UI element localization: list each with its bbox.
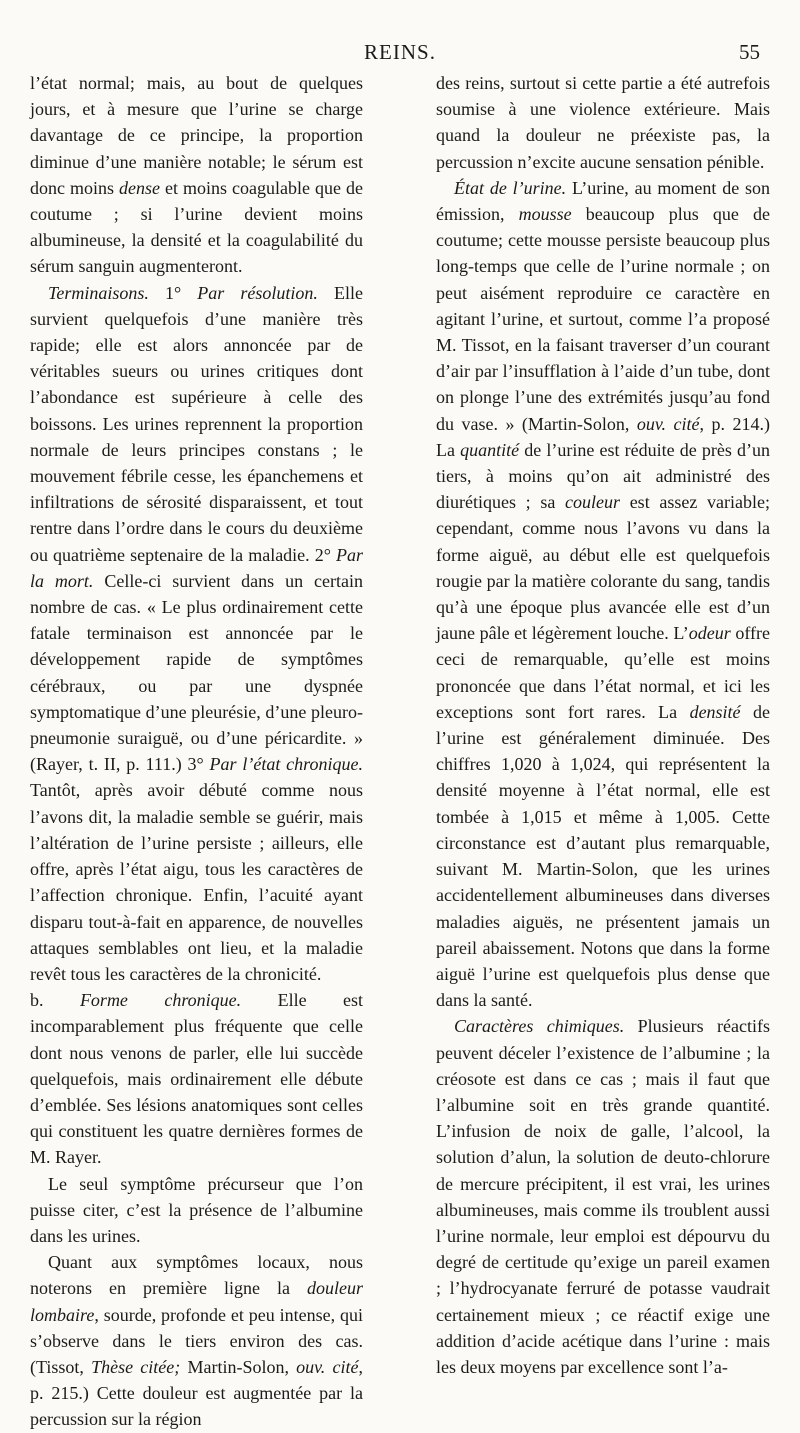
right-column xyxy=(436,70,770,1380)
paragraph: l’état normal; mais, au bout de quelques jours, et à mesure que l’urine se charge davantage de ce principe, la proportion diminue d’une manière notable; le sérum est donc moins dense et moins coagulable que de coutume ; si l’urine devient moins albumineuse, la densité et la coagulabilité du sérum sanguin augmenteront. xyxy=(30,73,364,277)
paragraph-symptomes-locaux: Quant aux symptômes locaux, nous noterons en première ligne la douleur lombaire, sourde, profonde et peu intense, qui s’observe dans le tiers environ des cas. (Tissot, Thèse citée; Martin-Solon, ouv. cité, p. 215.) Cette douleur est augmentée par la percussion sur la région xyxy=(30,1252,363,1430)
paragraph-etat-urine: État de l’urine. L’urine, au moment de son émission, mousse beaucoup plus que de coutume; cette mousse persiste beaucoup plus long-temps que celle de l’urine normale ; on peut aisément reproduire ce caractère en agitant l’urine, et surtout, comme l’a proposé M. Tissot, en la faisant traverser d’un courant d’air par l’insufflation à l’aide d’un tube, dont on plonge l’une des extrémités jusqu’au fond du vase. » (Martin-Solon, ouv. cité, p. 214.) La quantité de l’urine est réduite de près d’un tiers, à moins qu’on ait administré des diurétiques ; sa couleur est assez variable; cependant, comme nous l’avons vu dans la forme aiguë, au début elle est quelquefois rougie par la matière colorante du sang, tandis qu’à une époque plus avancée elle est d’un jaune pâle et légèrement louche. L’odeur offre ceci de remarquable, qu’elle est moins prononcée que dans l’état normal, et ici les exceptions sont fort rares. La densité de l’urine est généralement diminuée. Des chiffres 1,020 à 1,024, qui représentent la densité moyenne à l’état normal, elle est tombée à 1,015 et même à 1,005. Cette circonstance est d’autant plus remarquable, suivant M. Martin-Solon, que les urines accidentellement albumineuses dans diverses maladies aiguës, ne présentent jamais un pareil abaissement. Notons que dans la forme aiguë l’urine est quelquefois plus dense que dans la santé. xyxy=(436,177,771,1011)
paragraph-terminaisons: Terminaisons. 1° Par résolution. Elle survient quelquefois d’une manière très rapide; elle est alors annoncée par de véritables sueurs ou urines critiques dont l’abondance est supérieure à celle des boissons. Les urines reprennent la proportion normale de leurs principes constans ; le mouvement fébrile cesse, les épanchemens et infiltrations de sérosité disparaissent, et tout rentre dans l’ordre dans le cours du deuxième ou quatrième septenaire de la maladie. 2° Par la mort. Celle-ci survient dans un certain nombre de cas. « Le plus ordinairement cette fatale terminaison est annoncée par le développement rapide de symptômes cérébraux, ou par une dyspnée symptomatique d’une pleurésie, d’une pleuro-pneumonie suraiguë, ou d’une péricardite. » (Rayer, t. II, p. 111.) 3° Par l’état chronique. Tantôt, après avoir débuté comme nous l’avons dit, la maladie semble se guérir, mais l’altération de l’urine persiste ; ailleurs, elle offre, après l’état aigu, tous les caractères de l’affection chronique. Enfin, l’acuité ayant disparu tout-à-fait en apparence, de nouvelles attaques semblables ont lieu, et la maladie revêt tous les caractères de la chronicité. xyxy=(30,282,363,984)
paragraph-forme-chronique: b. Forme chronique. Elle est incomparablement plus fréquente que celle dont nous venons de parler, elle lui succède quelquefois, mais ordinairement elle débute d’emblée. Ses lésions anatomiques sont celles qui constituent les quatre dernières formes de M. Rayer. xyxy=(30,990,364,1168)
running-title: REINS. xyxy=(364,40,436,64)
left-column xyxy=(30,70,363,1433)
paragraph: Le seul symptôme précurseur que l’on puisse citer, c’est la présence de l’albumine dans les urines. xyxy=(30,1173,363,1246)
running-head xyxy=(0,40,800,70)
paragraph-caracteres-chimiques: Caractères chimiques. Plusieurs réactifs peuvent déceler l’existence de l’albumine ; la créosote est dans ce cas ; mais il faut que l’albumine soit en très grande quantité. L’infusion de noix de galle, l’alcool, la solution d’alun, la solution de deuto-chlorure de mercure précipitent, il est vrai, les urines albumineuses, mais comme ils troublent aussi l’urine normale, leur emploi est dépourvu du degré de certitude qu’exige un pareil examen ; l’hydrocyanate ferruré de potasse vaudrait certainement mieux ; ce réactif exige une addition d’acide acétique dans l’urine : mais les deux moyens par excellence sont l’a- xyxy=(436,1016,770,1377)
paragraph: des reins, surtout si cette partie a été autrefois soumise à une violence extérieure. Mais quand la douleur ne préexiste pas, la percussion n’excite aucune sensation pénible. xyxy=(436,73,770,172)
page-number: 55 xyxy=(739,40,760,64)
column-gutter xyxy=(414,74,415,1374)
